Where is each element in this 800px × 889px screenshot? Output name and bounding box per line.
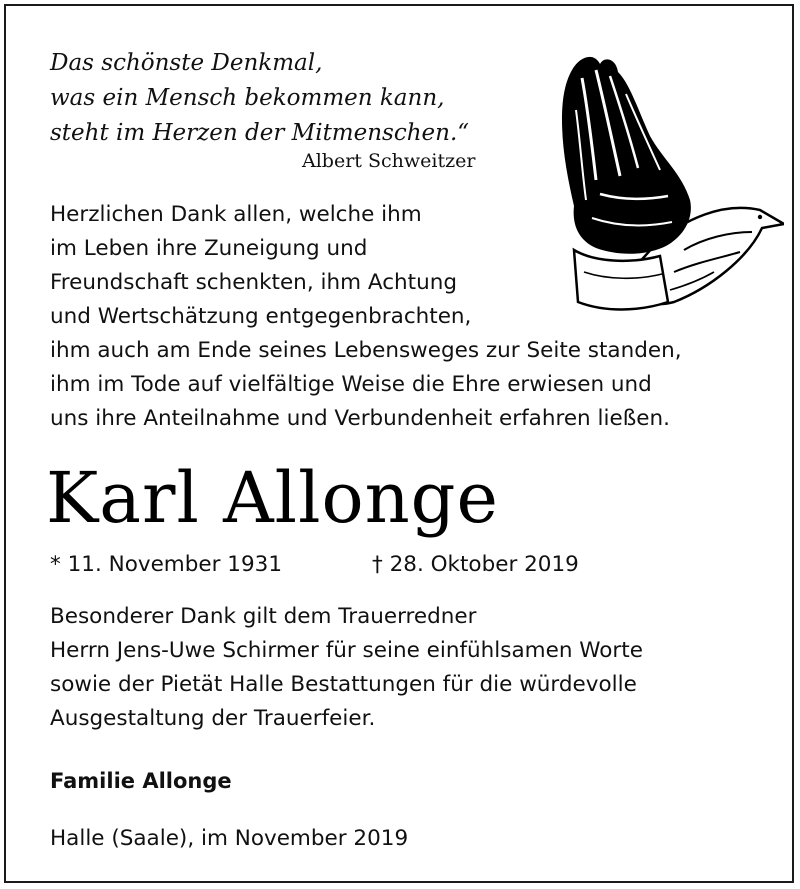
quote-line: steht im Herzen der Mitmenschen.“: [50, 120, 470, 146]
quote-block: [50, 46, 520, 151]
family-signature: Familie Allonge: [50, 769, 232, 793]
thanks-paragraph: [50, 198, 770, 436]
text-line: ihm im Tode auf vielfältige Weise die Ehre erwiesen und: [50, 372, 652, 397]
obituary-card: [4, 4, 794, 883]
text-line: sowie der Pietät Halle Bestattungen für die würdevolle: [50, 672, 637, 697]
quote-line: was ein Mensch bekommen kann,: [50, 85, 445, 111]
quote-author: Albert Schweitzer: [302, 150, 476, 172]
quote-line: Das schönste Denkmal,: [50, 50, 323, 76]
text-line: Freundschaft schenkten, ihm Achtung: [50, 270, 457, 295]
birth-date: * 11. November 1931: [50, 552, 283, 577]
life-dates: [50, 548, 650, 582]
death-date: † 28. Oktober 2019: [372, 552, 579, 577]
text-line: Ausgestaltung der Trauerfeier.: [50, 706, 376, 731]
special-thanks-paragraph: [50, 600, 770, 736]
place-date: Halle (Saale), im November 2019: [50, 826, 409, 851]
text-line: Herrn Jens-Uwe Schirmer für seine einfühlsamen Worte: [50, 638, 643, 663]
deceased-name: Karl Allonge: [46, 457, 499, 539]
text-line: im Leben ihre Zuneigung und: [50, 236, 368, 261]
text-line: Herzlichen Dank allen, welche ihm: [50, 202, 422, 227]
text-line: ihm auch am Ende seines Lebensweges zur Seite standen,: [50, 338, 682, 363]
text-line: Besonderer Dank gilt dem Trauerredner: [50, 604, 477, 629]
text-line: und Wertschätzung entgegenbrachten,: [50, 304, 472, 329]
text-line: uns ihre Anteilnahme und Verbundenheit erfahren ließen.: [50, 406, 670, 431]
